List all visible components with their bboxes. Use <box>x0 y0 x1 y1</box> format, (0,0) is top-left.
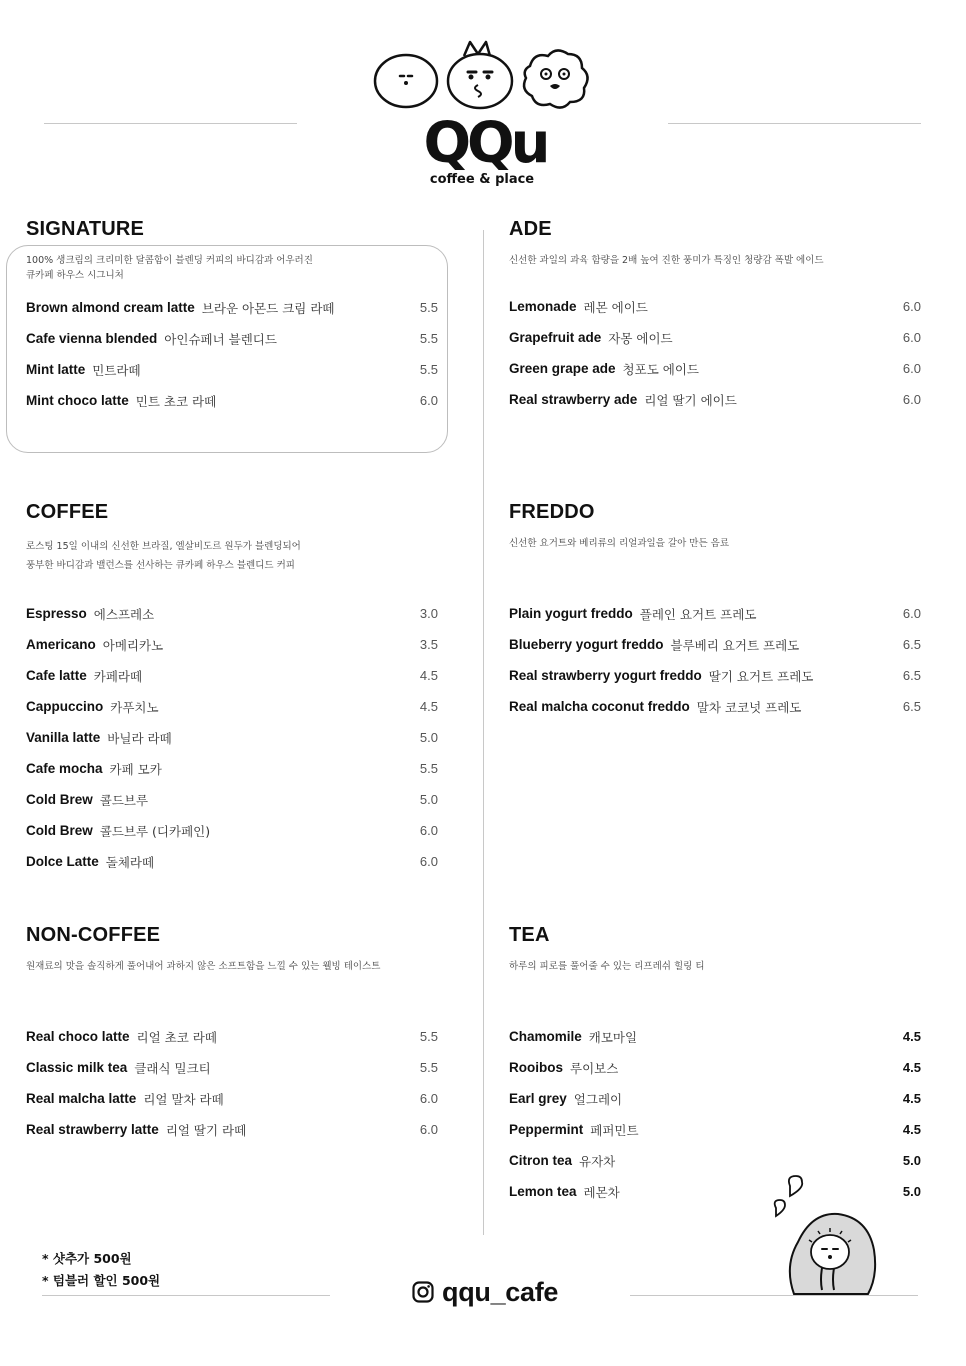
section-title: SIGNATURE <box>26 218 145 240</box>
item-name-en: Real strawberry ade <box>509 392 638 407</box>
section-ade <box>509 217 929 408</box>
menu-item <box>26 846 438 877</box>
menu-list <box>509 291 921 415</box>
item-name-ko: 딸기 요거트 프레도 <box>708 668 814 684</box>
item-name-ko: 리얼 초코 라떼 <box>136 1029 217 1045</box>
menu-list <box>26 1021 438 1145</box>
item-price: 5.0 <box>419 792 438 807</box>
item-name-ko: 캐모마일 <box>588 1029 638 1045</box>
menu-item <box>509 291 921 322</box>
item-name-en: Citron tea <box>509 1153 573 1168</box>
instagram-icon <box>412 1281 434 1303</box>
item-name-en: Mint choco latte <box>26 393 129 408</box>
item-name-en: Classic milk tea <box>26 1060 128 1075</box>
menu-item <box>26 784 438 815</box>
item-name-ko: 얼그레이 <box>573 1091 623 1107</box>
item-price: 4.5 <box>902 1029 921 1044</box>
menu-item <box>509 353 921 384</box>
item-price: 6.5 <box>902 699 921 714</box>
item-name-ko: 클래식 밀크티 <box>134 1060 211 1076</box>
item-name-ko: 리얼 딸기 에이드 <box>644 392 737 408</box>
section-description <box>26 959 446 975</box>
item-name-ko: 루이보스 <box>570 1060 619 1076</box>
menu-item <box>26 1052 438 1083</box>
item-price: 5.0 <box>419 730 438 745</box>
item-name-ko: 카페 모카 <box>109 761 162 777</box>
section-description <box>509 959 929 975</box>
menu-item <box>509 629 921 660</box>
menu-item <box>509 322 921 353</box>
footer-rule-left <box>42 1295 330 1296</box>
description-line: 로스팅 15일 이내의 신선한 브라질, 엘살비도르 원두가 블렌딩되어 <box>26 541 301 552</box>
item-price: 5.5 <box>419 761 438 776</box>
instagram-footer <box>412 1274 558 1310</box>
menu-item <box>26 354 438 385</box>
item-name-en: Lemon tea <box>509 1184 577 1199</box>
item-name-ko: 유자차 <box>579 1153 616 1169</box>
item-name-en: Real choco latte <box>26 1029 130 1044</box>
item-price: 3.5 <box>419 637 438 652</box>
item-name-ko: 자몽 에이드 <box>608 330 673 346</box>
menu-item <box>509 1052 921 1083</box>
item-name-ko: 페퍼민트 <box>590 1122 639 1138</box>
description-line: 신선한 요거트와 베리류의 리얼과일을 갈아 만든 음료 <box>509 538 730 549</box>
header-rule-left <box>44 123 297 124</box>
menu-item <box>509 1114 921 1145</box>
menu-list <box>509 598 921 722</box>
item-name-ko: 바닐라 라떼 <box>107 730 172 746</box>
item-price: 6.0 <box>902 299 921 314</box>
item-name-en: Real malcha coconut freddo <box>509 699 690 714</box>
item-price: 6.5 <box>902 637 921 652</box>
item-price: 6.0 <box>902 361 921 376</box>
item-name-ko: 아메리카노 <box>102 637 164 653</box>
item-name-en: Cold Brew <box>26 792 93 807</box>
item-price: 6.0 <box>902 606 921 621</box>
section-description <box>26 537 446 575</box>
menu-item <box>26 660 438 691</box>
description-line: 100% 생크림의 크리미한 달콤함이 블렌딩 커피의 바디감과 어우러진 <box>26 255 313 266</box>
description-line: 신선한 과일의 과육 함량을 2배 높여 진한 풍미가 특징인 청량감 폭발 에이드 <box>509 255 824 266</box>
menu-item <box>26 323 438 354</box>
item-price: 4.5 <box>902 1122 921 1137</box>
section-title: ADE <box>509 218 552 240</box>
item-name-en: Cappuccino <box>26 699 104 714</box>
item-name-en: Real strawberry latte <box>26 1122 159 1137</box>
section-title: COFFEE <box>26 501 109 523</box>
note-tumbler-discount: * 텀블러 할인 500원 <box>42 1273 161 1288</box>
brand-header <box>370 36 594 196</box>
price-notes <box>42 1248 242 1292</box>
menu-item <box>509 1083 921 1114</box>
menu-item <box>26 385 438 416</box>
menu-item <box>509 384 921 415</box>
item-name-ko: 콜드브루 (디카페인) <box>99 823 211 839</box>
item-price: 4.5 <box>419 699 438 714</box>
mascot-faces-illustration <box>370 36 594 114</box>
item-name-en: Lemonade <box>509 299 577 314</box>
item-name-en: Mint latte <box>26 362 86 377</box>
item-name-ko: 돌체라떼 <box>105 854 155 870</box>
menu-item <box>509 691 921 722</box>
note-extra-shot: * 샷추가 500원 <box>42 1251 132 1266</box>
item-price: 4.5 <box>902 1060 921 1075</box>
item-name-en: Real strawberry yogurt freddo <box>509 668 702 683</box>
section-description <box>26 253 446 283</box>
item-price: 3.0 <box>419 606 438 621</box>
item-name-en: Dolce Latte <box>26 854 99 869</box>
item-name-en: Peppermint <box>509 1122 584 1137</box>
header-rule-right <box>668 123 921 124</box>
item-name-en: Cold Brew <box>26 823 93 838</box>
column-divider <box>483 230 484 1235</box>
item-price: 6.0 <box>419 1091 438 1106</box>
item-name-en: Rooibos <box>509 1060 563 1075</box>
menu-item <box>509 660 921 691</box>
menu-item <box>26 1083 438 1114</box>
item-price: 4.5 <box>419 668 438 683</box>
item-name-ko: 카페라떼 <box>93 668 143 684</box>
section-description <box>509 536 929 552</box>
menu-item <box>509 598 921 629</box>
menu-item <box>26 598 438 629</box>
description-line: 풍부한 바디감과 밸런스를 선사하는 큐카페 하우스 블렌디드 커피 <box>26 560 295 571</box>
mascot-character-illustration <box>770 1172 882 1296</box>
menu-item <box>26 629 438 660</box>
item-price: 6.0 <box>902 392 921 407</box>
menu-item <box>26 815 438 846</box>
section-tea <box>509 923 929 1200</box>
item-name-en: Cafe mocha <box>26 761 103 776</box>
menu-list <box>26 598 438 877</box>
menu-item <box>26 1021 438 1052</box>
item-name-ko: 레몬차 <box>583 1184 620 1200</box>
section-freddo <box>509 500 929 715</box>
item-name-en: Grapefruit ade <box>509 330 602 345</box>
brand-tagline: coffee & place <box>429 172 535 187</box>
description-line: 원재료의 맛을 솔직하게 풀어내어 과하지 않은 소프트함을 느낄 수 있는 웰빙 테이스트 <box>26 961 381 972</box>
item-name-en: Brown almond cream latte <box>26 300 195 315</box>
item-name-ko: 카푸치노 <box>110 699 159 715</box>
item-price: 5.5 <box>419 300 438 315</box>
item-price: 5.5 <box>419 1060 438 1075</box>
instagram-handle: qqu_cafe <box>442 1276 559 1307</box>
item-name-en: Cafe vienna blended <box>26 331 158 346</box>
item-price: 5.5 <box>419 362 438 377</box>
item-name-en: Blueberry yogurt freddo <box>509 637 664 652</box>
item-price: 5.0 <box>902 1153 921 1168</box>
item-name-ko: 리얼 딸기 라떼 <box>165 1122 247 1138</box>
section-description <box>509 253 929 269</box>
menu-item <box>26 1114 438 1145</box>
menu-item <box>509 1021 921 1052</box>
item-name-en: Real malcha latte <box>26 1091 137 1106</box>
menu-list <box>26 292 438 416</box>
description-line: 큐카페 하우스 시그니처 <box>26 270 124 281</box>
item-price: 6.0 <box>419 1122 438 1137</box>
item-name-en: Espresso <box>26 606 87 621</box>
item-name-ko: 브라운 아몬드 크림 라떼 <box>201 300 335 316</box>
section-title: FREDDO <box>509 501 595 523</box>
item-price: 5.5 <box>419 1029 438 1044</box>
item-name-en: Earl grey <box>509 1091 567 1106</box>
item-name-ko: 리얼 말차 라떼 <box>143 1091 224 1107</box>
item-name-en: Plain yogurt freddo <box>509 606 633 621</box>
item-name-ko: 레몬 에이드 <box>583 299 648 315</box>
item-name-ko: 청포도 에이드 <box>622 361 699 377</box>
item-name-en: Chamomile <box>509 1029 582 1044</box>
item-price: 6.0 <box>419 393 438 408</box>
section-signature <box>26 217 446 409</box>
menu-item <box>26 722 438 753</box>
menu-item <box>26 691 438 722</box>
section-title: NON-COFFEE <box>26 924 161 946</box>
menu-item <box>26 292 438 323</box>
item-name-en: Cafe latte <box>26 668 87 683</box>
item-price: 4.5 <box>902 1091 921 1106</box>
item-price: 5.5 <box>419 331 438 346</box>
brand-logo: QQu <box>423 111 547 176</box>
description-line: 하루의 피로를 풀어줄 수 있는 리프레쉬 힐링 티 <box>509 961 705 972</box>
item-name-en: Vanilla latte <box>26 730 101 745</box>
item-price: 6.0 <box>902 330 921 345</box>
item-name-ko: 플레인 요거트 프레도 <box>639 606 757 622</box>
section-non-coffee <box>26 923 446 1138</box>
item-name-ko: 콜드브루 <box>99 792 149 808</box>
item-name-ko: 에스프레소 <box>93 606 155 622</box>
item-name-ko: 아인슈페너 블렌디드 <box>164 331 277 347</box>
item-price: 6.0 <box>419 854 438 869</box>
section-title: TEA <box>509 924 550 946</box>
section-coffee <box>26 500 446 870</box>
item-name-ko: 말차 코코넛 프레도 <box>696 699 802 715</box>
item-price: 5.0 <box>902 1184 921 1199</box>
item-name-en: Green grape ade <box>509 361 616 376</box>
item-price: 6.5 <box>902 668 921 683</box>
item-name-ko: 민트라떼 <box>92 362 141 378</box>
item-price: 6.0 <box>419 823 438 838</box>
item-name-ko: 민트 초코 라떼 <box>135 393 217 409</box>
item-name-ko: 블루베리 요거트 프레도 <box>670 637 800 653</box>
menu-item <box>26 753 438 784</box>
item-name-en: Americano <box>26 637 96 652</box>
